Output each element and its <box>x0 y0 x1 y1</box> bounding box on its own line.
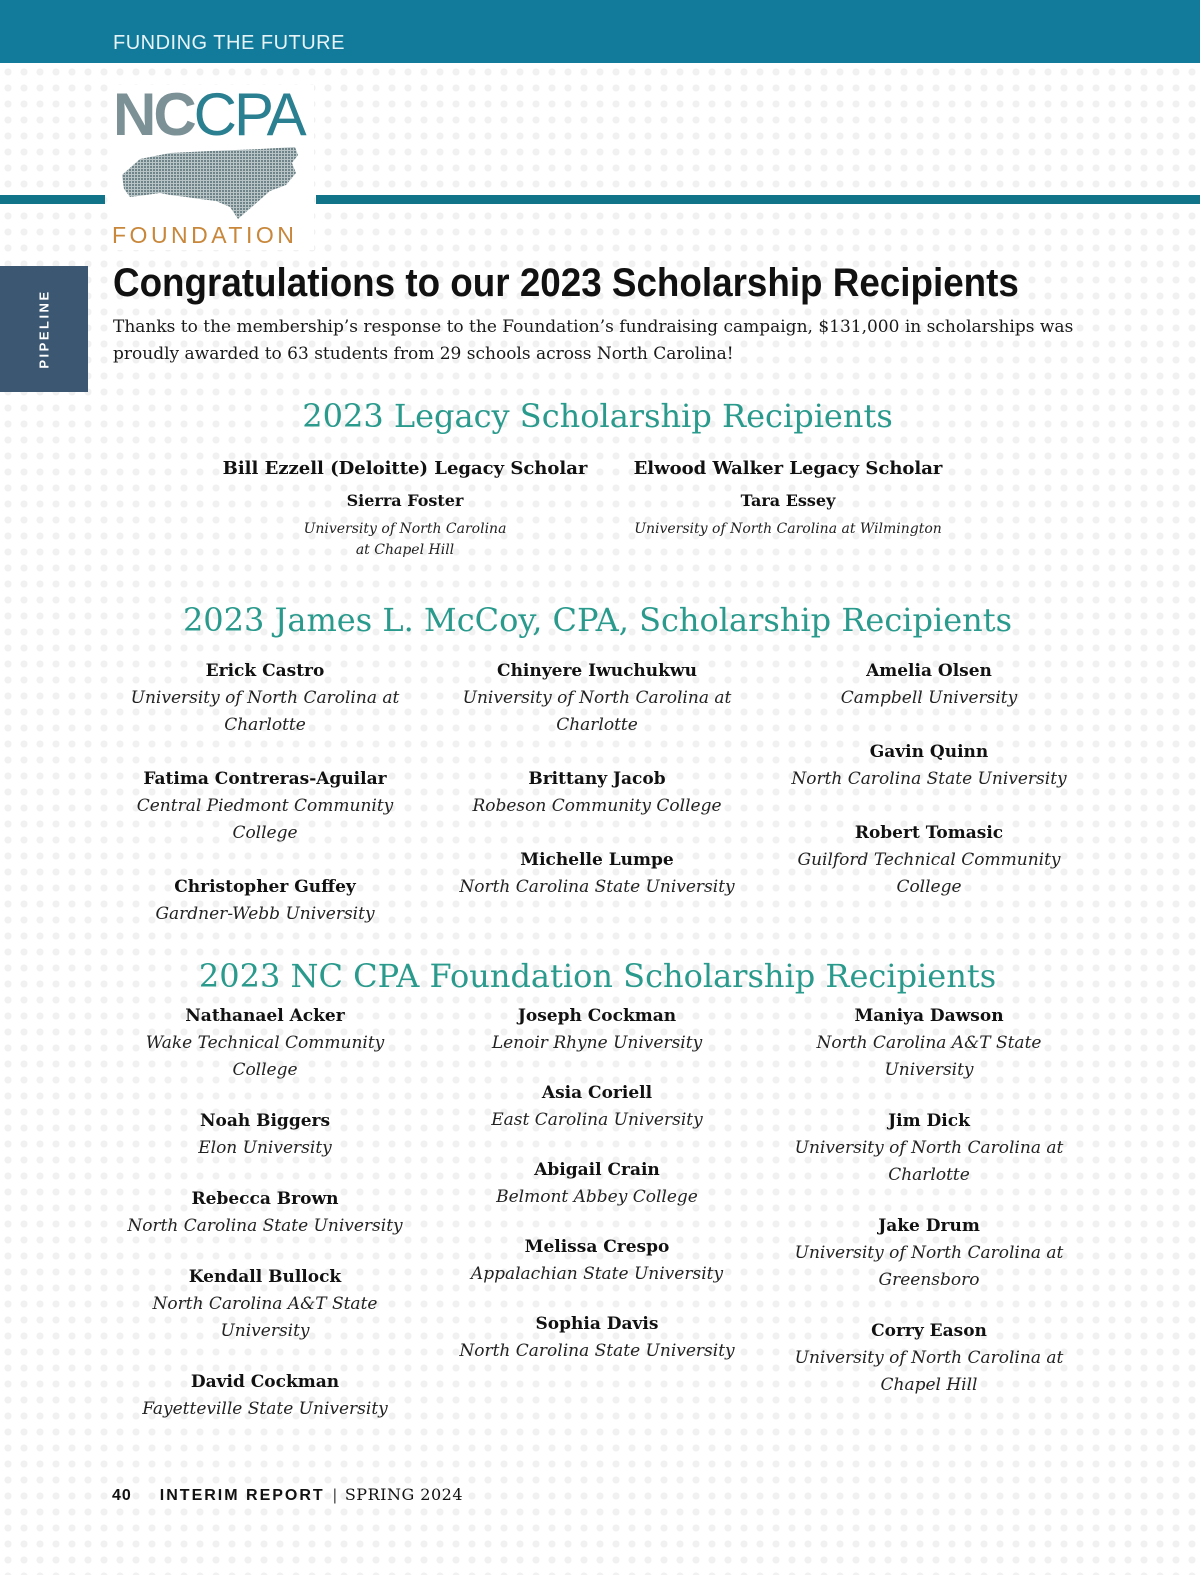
recipient-school: Elon University <box>198 1138 332 1158</box>
recipient-entry <box>447 766 747 820</box>
recipient-name: Erick Castro <box>205 661 325 681</box>
foundation-column-1 <box>115 1003 415 1423</box>
recipient-entry <box>115 1264 415 1345</box>
legacy-heading: 2023 Legacy Scholarship Recipients <box>302 397 893 435</box>
recipient-name: Sophia Davis <box>535 1314 659 1334</box>
top-banner <box>0 0 1200 63</box>
recipient-school: Gardner-Webb University <box>155 904 375 924</box>
recipient-school: University of North Carolina at Charlotte <box>794 1138 1064 1185</box>
recipient-entry <box>115 1369 415 1423</box>
recipient-name: Kendall Bullock <box>188 1267 342 1287</box>
recipient-school: Campbell University <box>840 688 1018 708</box>
recipient-name: Nathanael Acker <box>185 1006 345 1026</box>
recipient-school: Robeson Community College <box>472 796 722 816</box>
recipient-name: Noah Biggers <box>199 1111 331 1131</box>
recipient-name: Asia Coriell <box>541 1083 653 1103</box>
recipient-entry <box>115 1186 415 1240</box>
nccpa-foundation-logo <box>108 81 314 250</box>
legacy-award <box>588 455 988 540</box>
recipient-entry <box>447 1157 747 1211</box>
recipient-name: Corry Eason <box>871 1321 987 1341</box>
recipient-entry <box>779 739 1079 793</box>
rule-right <box>316 195 1200 204</box>
recipient-school: North Carolina State University <box>791 769 1067 789</box>
legacy-award-title: Elwood Walker Legacy Scholar <box>633 458 943 479</box>
logo-foundation-text: FOUNDATION <box>112 222 298 248</box>
page-number: 40 <box>112 1487 132 1504</box>
foundation-heading: 2023 NC CPA Foundation Scholarship Recipients <box>198 957 997 995</box>
recipient-entry <box>779 1213 1079 1294</box>
recipient-school: University of North Carolina at Chapel Hill <box>303 521 507 558</box>
recipient-school: University of North Carolina at Charlotte <box>462 688 732 735</box>
recipient-entry <box>779 820 1079 901</box>
recipient-school: Belmont Abbey College <box>496 1187 698 1207</box>
page-title: Congratulations to our 2023 Scholarship Recipients <box>113 261 1019 305</box>
recipient-entry <box>447 1311 747 1365</box>
side-tab <box>0 266 88 392</box>
north-carolina-map-icon <box>120 145 300 221</box>
recipient-entry <box>779 1318 1079 1399</box>
recipient-school: North Carolina State University <box>127 1216 403 1236</box>
recipient-entry <box>779 1108 1079 1189</box>
intro-paragraph: Thanks to the membership’s response to the Foundation’s fundraising campaign, $131,000 in scholarships was proudly awarded to 63 students from 29 schools across North Carolina! <box>113 317 1074 364</box>
section-label: FUNDING THE FUTURE <box>113 32 345 54</box>
recipient-entry <box>779 1003 1079 1084</box>
side-tab-label: PIPELINE <box>36 289 52 369</box>
recipient-name: Jim Dick <box>888 1111 970 1131</box>
recipient-school: Lenoir Rhyne University <box>491 1033 703 1053</box>
recipient-entry <box>447 1003 747 1057</box>
recipient-school: North Carolina A&T State University <box>152 1294 378 1341</box>
recipient-entry <box>447 658 747 739</box>
recipient-entry <box>115 874 415 928</box>
legacy-award-title: Bill Ezzell (Deloitte) Legacy Scholar <box>222 458 588 479</box>
recipient-name: Abigail Crain <box>534 1160 660 1180</box>
recipient-entry <box>447 1234 747 1288</box>
recipient-entry <box>115 658 415 739</box>
recipient-name: Joseph Cockman <box>517 1006 677 1026</box>
recipient-name: Maniya Dawson <box>854 1006 1004 1026</box>
recipient-school: Central Piedmont Community College <box>136 796 394 843</box>
recipient-school: University of North Carolina at Wilmington <box>634 521 942 537</box>
recipient-name: Robert Tomasic <box>854 823 1004 843</box>
recipient-school: Guilford Technical Community College <box>797 850 1061 897</box>
recipient-entry <box>115 1108 415 1162</box>
mccoy-heading: 2023 James L. McCoy, CPA, Scholarship Recipients <box>182 601 1013 639</box>
recipient-name: Melissa Crespo <box>524 1237 670 1257</box>
recipient-school: North Carolina State University <box>459 877 735 897</box>
recipient-name: Rebecca Brown <box>191 1189 339 1209</box>
recipient-school: University of North Carolina at Chapel Hill <box>794 1348 1064 1395</box>
recipient-name: Gavin Quinn <box>869 742 989 762</box>
recipient-school: Wake Technical Community College <box>145 1033 385 1080</box>
logo-wordmark: NCCPA <box>113 81 304 148</box>
recipient-name: David Cockman <box>190 1372 340 1392</box>
footer-separator: | <box>332 1487 337 1504</box>
recipient-name: Amelia Olsen <box>866 661 992 681</box>
recipient-school: Fayetteville State University <box>142 1399 388 1419</box>
foundation-column-3 <box>779 1003 1079 1399</box>
mccoy-column-2 <box>447 658 747 901</box>
mccoy-column-3 <box>779 658 1079 901</box>
recipient-name: Tara Essey <box>740 491 836 510</box>
issue-season: SPRING 2024 <box>344 1485 464 1504</box>
recipient-name: Brittany Jacob <box>528 769 666 789</box>
recipient-school: University of North Carolina at Greensboro <box>794 1243 1064 1290</box>
recipient-school: Appalachian State University <box>470 1264 724 1284</box>
recipient-school: East Carolina University <box>491 1110 703 1130</box>
recipient-entry <box>447 847 747 901</box>
page-footer <box>112 1484 463 1507</box>
recipient-name: Jake Drum <box>878 1216 980 1236</box>
recipient-entry <box>447 1080 747 1134</box>
foundation-column-2 <box>447 1003 747 1365</box>
recipient-name: Michelle Lumpe <box>520 850 674 870</box>
recipient-entry <box>115 766 415 847</box>
recipient-school: University of North Carolina at Charlotte <box>130 688 400 735</box>
mccoy-column-1 <box>115 658 415 928</box>
recipient-school: North Carolina State University <box>459 1341 735 1361</box>
recipient-name: Chinyere Iwuchukwu <box>497 661 697 681</box>
recipient-name: Sierra Foster <box>346 491 464 510</box>
recipient-entry <box>115 1003 415 1084</box>
recipient-name: Christopher Guffey <box>174 877 356 897</box>
rule-left <box>0 195 105 204</box>
publication-name: INTERIM REPORT <box>159 1487 325 1504</box>
legacy-award <box>205 455 605 561</box>
recipient-school: North Carolina A&T State University <box>816 1033 1042 1080</box>
recipient-name: Fatima Contreras-Aguilar <box>143 769 387 789</box>
recipient-entry <box>779 658 1079 712</box>
